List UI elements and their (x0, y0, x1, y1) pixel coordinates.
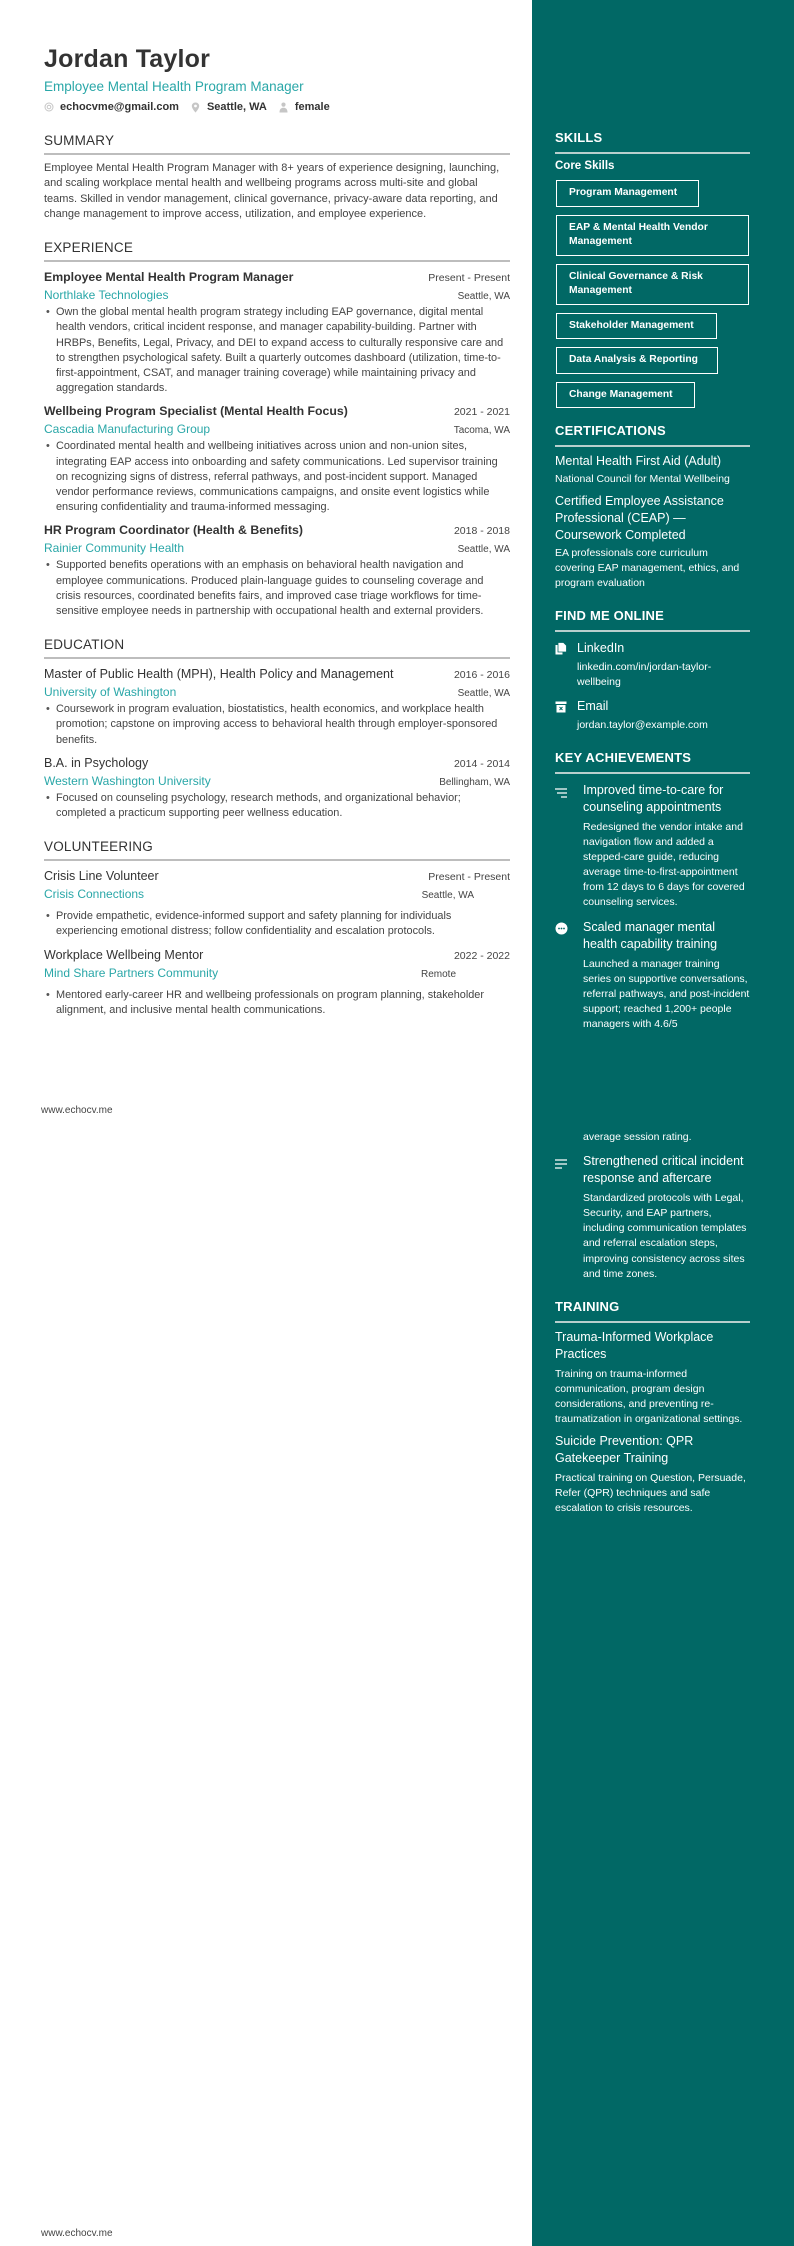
linkedin-label: LinkedIn (577, 641, 625, 655)
job-role: HR Program Coordinator (Health & Benefits) (44, 523, 303, 538)
email-label: Email (577, 699, 609, 713)
inbox-icon (555, 698, 577, 733)
job-location: Tacoma, WA (453, 425, 510, 437)
certification-name: Certified Employee Assistance Professional (CEAP) — Coursework Completed (555, 494, 724, 542)
skills-group-label: Core Skills (555, 160, 615, 172)
company-name: Northlake Technologies (44, 288, 169, 303)
skill-tag: Stakeholder Management (556, 313, 717, 340)
skills-heading: SKILLS (555, 130, 750, 154)
certification-name: Mental Health First Aid (Adult) (555, 454, 722, 468)
school-location: Bellingham, WA (439, 776, 510, 788)
job-role: Wellbeing Program Specialist (Mental Health Focus) (44, 404, 348, 419)
training-name: Trauma-Informed Workplace Practices (555, 1329, 714, 1361)
volunteer-org: Crisis Connections (44, 887, 145, 902)
skill-tag: Change Management (556, 382, 695, 409)
achievement-item (555, 1153, 750, 1282)
job-location: Seattle, WA (457, 544, 510, 556)
job-dates: Present - Present (428, 272, 510, 285)
experience-item (44, 522, 510, 619)
education-dates: 2016 - 2016 (453, 669, 510, 682)
volunteer-role: Crisis Line Volunteer (44, 869, 159, 884)
location-text: Seattle, WA (206, 101, 267, 113)
summary-text: Employee Mental Health Program Manager with 8+ years of experience designing, launching, and scaling workplace mental health and wellbeing programs across multi-site and global teams. Skilled in vendor management, clinical governance, privacy-aware data reporting, and change management to improve access, utilization, and employee experience. (44, 162, 500, 220)
volunteer-org: Mind Share Partners Community (44, 965, 219, 980)
achievement-title: Strengthened critical incident response and aftercare (583, 1154, 744, 1186)
email-text: echocvme@gmail.com (60, 101, 179, 113)
training-description: Training on trauma-informed communication, program design considerations, and preventing re-traumatization in organizational settings. (555, 1367, 743, 1425)
school-name: University of Washington (44, 685, 177, 700)
school-name: Western Washington University (44, 773, 211, 788)
email-link[interactable] (555, 698, 750, 733)
linkedin-link[interactable] (555, 640, 750, 690)
achievements-heading: KEY ACHIEVEMENTS (555, 750, 750, 774)
document-icon (555, 640, 577, 690)
training-heading: TRAINING (555, 1299, 750, 1323)
volunteering-heading: VOLUNTEERING (44, 839, 510, 861)
at-icon (44, 102, 54, 112)
main-column (44, 44, 510, 1018)
achievement-description-continued: average session rating. (583, 1131, 692, 1144)
volunteer-dates: Present - Present (428, 871, 510, 884)
email-url[interactable]: jordan.taylor@example.com (577, 719, 708, 731)
education-dates: 2014 - 2014 (453, 757, 510, 770)
volunteer-bullet: • Provide empathetic, evidence-informed support and safety planning for individuals experiencing emotional distress; follow confidentiality and escalation protocols. (44, 909, 510, 939)
education-item (44, 666, 510, 748)
job-location: Seattle, WA (457, 291, 510, 303)
online-heading: FIND ME ONLINE (555, 608, 750, 632)
volunteer-location: Remote (420, 968, 456, 980)
volunteering-item (44, 947, 510, 1018)
achievement-title: Scaled manager mental health capability training (583, 919, 718, 951)
company-name: Rainier Community Health (44, 541, 185, 556)
contact-info (44, 101, 510, 113)
education-bullet: • Focused on counseling psychology, research methods, and organizational behavior; completed a practicum supporting peer wellness education. (44, 791, 510, 821)
skill-tag: EAP & Mental Health Vendor Management (556, 215, 749, 256)
skills-section (555, 130, 750, 408)
lines-icon (555, 782, 583, 911)
achievement-item (555, 782, 750, 911)
job-dates: 2018 - 2018 (453, 525, 510, 538)
company-name: Cascadia Manufacturing Group (44, 422, 211, 437)
summary-heading: SUMMARY (44, 133, 510, 155)
contact-email[interactable] (44, 101, 179, 113)
education-bullet: • Coursework in program evaluation, biostatistics, health economics, and workplace health promotion; capstone on improving access to behavioral health through employer-sponsored benefits. (44, 702, 510, 748)
linkedin-url[interactable]: linkedin.com/in/jordan-taylor-wellbeing (577, 661, 712, 688)
experience-heading: EXPERIENCE (44, 240, 510, 262)
volunteer-bullet: • Mentored early-career HR and wellbeing professionals on program planning, stakeholder alignment, and inclusive mental health communications. (44, 988, 510, 1018)
certification-issuer: EA professionals core curriculum covering EAP management, ethics, and program evaluation (555, 547, 740, 589)
contact-location (191, 101, 267, 113)
person-icon (279, 102, 289, 112)
online-section (555, 608, 750, 733)
education-item (44, 755, 510, 821)
job-bullet: • Own the global mental health program strategy including EAP governance, digital mental health vendors, critical incident response, and manager capability-building. Partner with HRBPs, Benefits, Legal, Privacy, and DEI to expand access to culturally responsive care and to strengthen psychological safety. Built a quarterly outcomes dashboard (utilization, time-to-first-appointment, CSAT, and manager training coverage) while maintaining privacy and aggregation standards. (44, 305, 510, 396)
skill-tag: Program Management (556, 180, 699, 207)
training-description: Practical training on Question, Persuade, Refer (QPR) techniques and safe escalation to crisis resources. (555, 1472, 746, 1515)
candidate-name: Jordan Taylor (44, 45, 211, 73)
achievement-title: Improved time-to-care for counseling appointments (583, 783, 724, 814)
volunteer-role: Workplace Wellbeing Mentor (44, 947, 204, 962)
footer-site-link-page2[interactable]: www.echocv.me (41, 2228, 113, 2239)
achievements-section (555, 750, 750, 1282)
education-heading: EDUCATION (44, 637, 510, 659)
sidebar (555, 130, 750, 1516)
volunteer-dates: 2022 - 2022 (453, 949, 510, 962)
school-location: Seattle, WA (457, 688, 510, 700)
certification-issuer: National Council for Mental Wellbeing (555, 473, 730, 485)
certifications-section (555, 423, 750, 591)
gender-text: female (294, 101, 330, 113)
job-title: Employee Mental Health Program Manager (44, 79, 304, 94)
footer-site-link-page1[interactable]: www.echocv.me (41, 1105, 113, 1116)
location-pin-icon (191, 102, 201, 112)
volunteer-location: Seattle, WA (421, 890, 474, 902)
training-name: Suicide Prevention: QPR Gatekeeper Training (555, 1434, 694, 1466)
job-bullet: • Supported benefits operations with an emphasis on behavioral health navigation and employee communications. Produced plain-language guides to counseling coverage and crisis resources, coordinated benefits fairs, and improved case triage workflows for time-sensitive employee needs in partnership with occupational health and external providers. (44, 558, 510, 619)
job-bullet: • Coordinated mental health and wellbeing initiatives across union and non-union sites, integrating EAP access into onboarding and safety communications. Led supervisor training on recognizing signs of distress, referral pathways, and post-incident support. Managed vendor performance reviews, communications campaigns, and onsite event logistics while ensuring confidentiality and trauma-informed messaging. (44, 439, 510, 515)
job-role: Employee Mental Health Program Manager (44, 270, 294, 285)
skill-tag: Data Analysis & Reporting (556, 347, 718, 374)
chat-bubble-icon (555, 919, 583, 1146)
degree-name: B.A. in Psychology (44, 755, 149, 770)
training-section (555, 1299, 750, 1517)
contact-gender (279, 101, 330, 113)
job-dates: 2021 - 2021 (453, 406, 510, 419)
text-lines-icon (555, 1153, 583, 1282)
experience-item (44, 269, 510, 396)
experience-item (44, 403, 510, 515)
degree-name: Master of Public Health (MPH), Health Policy and Management (44, 667, 394, 682)
skill-tag: Clinical Governance & Risk Management (556, 264, 749, 305)
volunteering-item (44, 868, 510, 939)
certifications-heading: CERTIFICATIONS (555, 423, 750, 447)
achievement-description: Launched a manager training series on supportive conversations, referral pathways, and post-incident support; reached 1,200+ people managers with 4.6/5 (583, 957, 750, 1030)
achievement-item (555, 919, 750, 1146)
achievement-description: Standardized protocols with Legal, Security, and EAP partners, including communication templates and referral escalation steps, improving consistency across sites and time zones. (583, 1192, 747, 1280)
achievement-description: Redesigned the vendor intake and navigation flow and added a stepped-care guide, reducing average time-to-first-appointment from 12 days to 6 days for covered counseling services. (583, 821, 745, 909)
